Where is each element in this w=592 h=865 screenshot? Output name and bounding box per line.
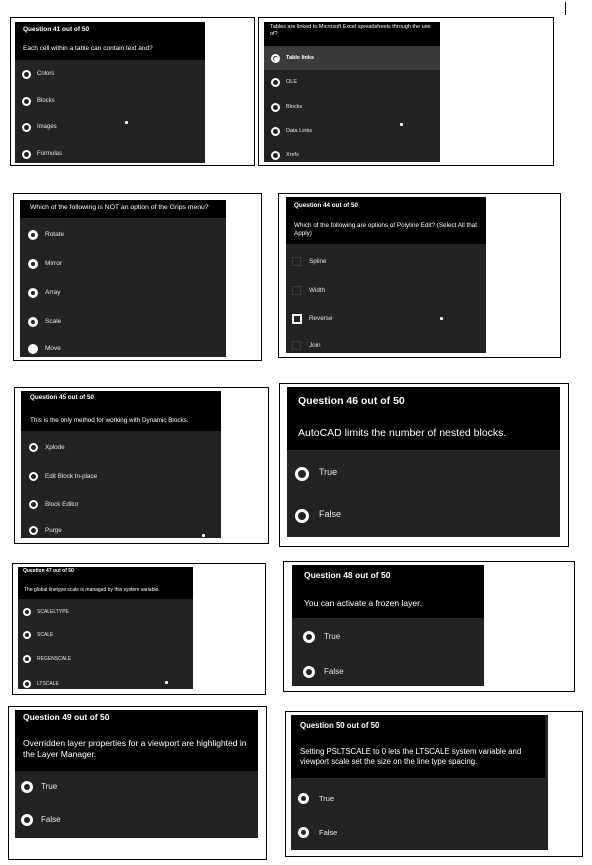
answer-option[interactable] [286,303,486,331]
option-label: OLE [286,79,298,85]
option-label: True [319,794,335,803]
option-label: Blocks [286,104,303,110]
question-text: Overridden layer properties for a viewport are highlighted in the Layer Manager. [23,738,247,760]
question-number: Question 49 out of 50 [23,712,110,722]
option-label: Join [309,342,321,349]
radio-icon[interactable] [28,259,38,269]
option-label: Reverse [309,315,333,322]
answer-option[interactable] [264,70,440,94]
mouse-cursor [202,534,205,537]
answer-option[interactable] [21,461,221,489]
radio-icon[interactable] [22,123,31,132]
option-label: Table links [286,55,315,61]
answer-option[interactable] [21,517,221,538]
radio-icon[interactable] [28,288,38,298]
question-text: Each cell within a table can contain text and? [23,45,153,52]
checkbox-icon[interactable] [292,257,301,266]
quiz-card-q41 [15,22,205,163]
option-label: Block Editor [45,501,79,508]
option-label: Edit Block In-place [45,473,98,480]
question-number: Question 48 out of 50 [304,570,391,580]
answer-option[interactable] [291,815,548,850]
quiz-card-q44 [286,197,486,353]
option-label: SCALE [37,632,54,638]
question-number: Question 41 out of 50 [23,26,90,33]
quiz-card-q46 [287,387,560,537]
checkbox-icon[interactable] [292,314,302,324]
radio-icon[interactable] [303,631,315,643]
question-number: Question 50 out of 50 [300,721,380,730]
option-label: False [41,815,61,824]
question-text: Which of the following are options of Polyline Edit? (Select All that Apply) [294,222,478,238]
option-label: Rotate [45,231,65,238]
question-header [15,22,205,60]
radio-icon[interactable] [28,317,38,327]
radio-icon[interactable] [303,666,315,678]
option-label: Blocks [37,98,55,104]
question-header [21,391,221,431]
answer-option[interactable] [291,781,548,815]
option-label: False [324,667,344,676]
answer-option[interactable] [15,772,258,805]
option-label: Move [45,345,61,352]
question-header [292,565,484,618]
answer-option-selected[interactable] [264,46,440,70]
quiz-card-q48 [292,565,484,686]
radio-icon[interactable] [21,814,33,826]
answer-option[interactable] [21,433,221,461]
quiz-card-q43 [20,200,226,357]
question-text: You can activate a frozen layer. [304,598,422,608]
answer-option[interactable] [264,142,440,162]
option-label: Xrefs [286,152,299,158]
question-text: Which of the following is NOT an option of the Grips menu? [30,204,209,211]
radio-icon[interactable] [271,127,280,136]
quiz-card-q49 [15,710,258,838]
option-label: Mirror [45,260,62,267]
answer-option[interactable] [286,247,486,275]
option-label: Spline [309,258,327,265]
radio-icon[interactable] [29,472,38,481]
question-number: Question 47 out of 50 [23,568,74,574]
answer-option[interactable] [20,278,226,307]
quiz-card-q50 [291,715,548,850]
mouse-cursor [400,123,403,126]
radio-icon[interactable] [295,509,309,523]
question-header [287,387,560,450]
option-label: False [319,509,342,519]
option-label: True [41,782,58,791]
quiz-card-q45 [21,391,221,538]
question-text: This is the only method for working with Dynamic Blocks. [30,417,189,424]
vertical-divider-mark [565,2,566,15]
option-label: SCALELTYPE [37,609,69,615]
radio-icon[interactable] [29,443,38,452]
radio-icon[interactable] [23,608,31,616]
radio-icon[interactable] [22,150,31,159]
radio-icon[interactable] [23,655,31,663]
answer-option[interactable] [286,275,486,303]
option-label: True [319,467,338,477]
question-header [20,200,226,218]
radio-icon[interactable] [271,103,280,112]
question-header [18,567,193,599]
answer-option[interactable] [18,670,193,689]
option-label: Purge [45,527,62,534]
option-label: Data Links [286,128,312,134]
radio-selected-icon[interactable] [271,54,280,63]
option-label: False [319,828,338,837]
answer-option[interactable] [15,62,205,88]
answer-option[interactable] [21,489,221,517]
question-text: The global linetype scale is managed by this system variable. [24,587,160,593]
question-text: Setting PSLTSCALE to 0 lets the LTSCALE system variable and viewport scale set the size on the line type spacing. [300,747,522,767]
answer-option[interactable] [287,496,560,537]
radio-icon[interactable] [29,500,38,509]
radio-icon[interactable] [23,680,31,688]
radio-icon[interactable] [271,151,280,160]
checkbox-icon[interactable] [292,286,301,295]
option-label: Formulas [37,151,63,157]
radio-icon[interactable] [28,230,38,240]
answer-option[interactable] [292,621,484,653]
mouse-cursor [125,121,128,124]
answer-option[interactable] [20,249,226,278]
option-label: LTSCALE [37,681,59,687]
option-label: Width [309,287,326,294]
option-label: Images [37,124,57,130]
answer-option[interactable] [18,624,193,647]
question-number: Question 45 out of 50 [30,394,95,401]
answer-option[interactable] [20,220,226,249]
option-label: True [324,632,341,641]
radio-icon[interactable] [22,97,31,106]
option-label: Array [45,289,61,296]
answer-option[interactable] [287,454,560,496]
checkbox-icon[interactable] [292,341,301,350]
answer-option[interactable] [15,88,205,114]
answer-option[interactable] [15,805,258,838]
question-header [286,197,486,244]
question-number: Question 46 out of 50 [298,395,405,407]
radio-icon[interactable] [298,827,309,838]
option-label: Scale [45,318,62,325]
quiz-card-q42 [264,22,440,162]
radio-icon[interactable] [298,793,309,804]
question-text: Tables are linked to Microsoft Excel spreadsheets through the use of? [270,24,431,38]
answer-option[interactable] [286,331,486,353]
radio-icon[interactable] [28,344,38,354]
answer-option[interactable] [264,94,440,118]
answer-option[interactable] [264,118,440,142]
question-number: Question 44 out of 50 [294,202,359,209]
answer-option[interactable] [20,307,226,336]
answer-option[interactable] [15,114,205,140]
quiz-card-q47 [18,567,193,689]
answer-option[interactable] [292,653,484,686]
mouse-cursor [165,681,168,684]
answer-option[interactable] [15,140,205,163]
question-text: AutoCAD limits the number of nested blocks. [298,427,507,439]
answer-option[interactable] [18,647,193,670]
option-label: Colors [37,71,55,77]
answer-option[interactable] [20,336,226,357]
mouse-cursor [440,317,443,320]
radio-icon[interactable] [271,78,280,87]
question-header [264,22,440,46]
question-header [291,715,545,778]
answer-option[interactable] [18,601,193,624]
option-label: Xplode [45,444,65,451]
radio-icon[interactable] [29,526,38,535]
radio-icon[interactable] [295,467,309,481]
radio-icon[interactable] [23,631,31,639]
question-header [15,710,258,771]
radio-icon[interactable] [22,70,31,79]
radio-icon[interactable] [21,781,33,793]
option-label: REGENSCALE [37,656,72,662]
